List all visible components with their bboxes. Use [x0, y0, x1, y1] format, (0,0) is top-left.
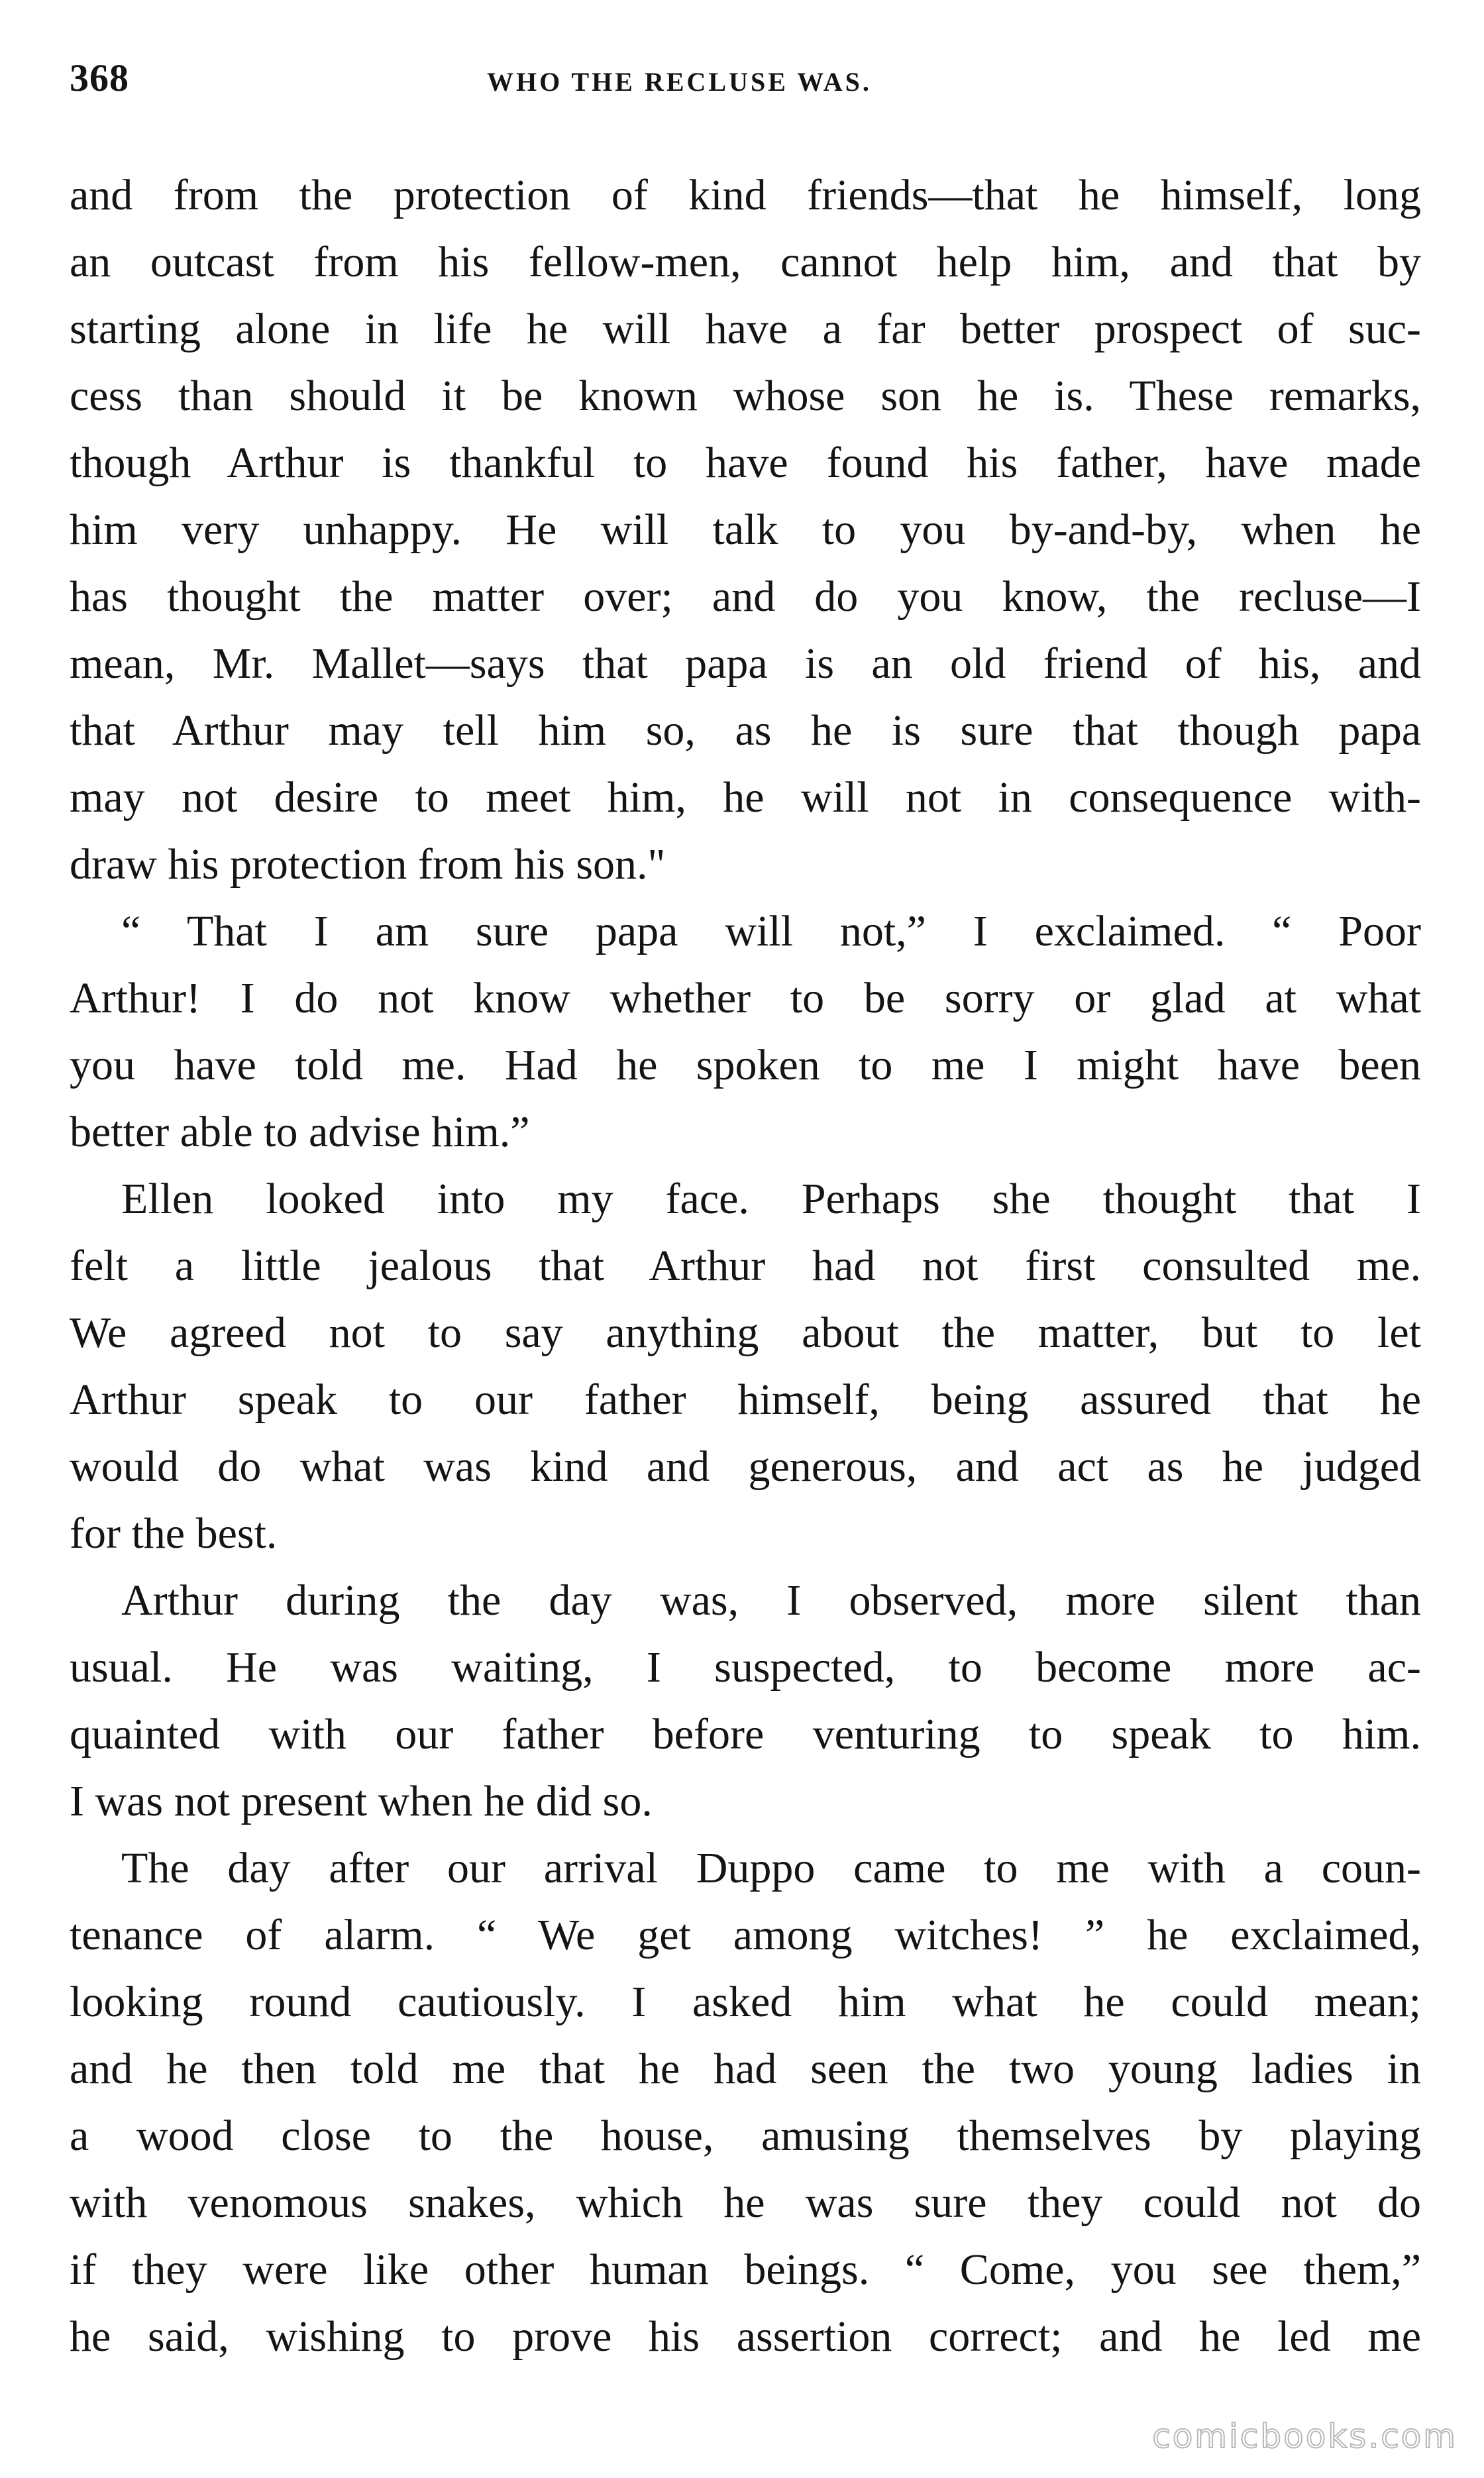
text-line: usual. He was waiting, I suspected, to become more ac- [70, 1643, 1421, 1692]
text-line: I was not present when he did so. [70, 1777, 653, 1825]
text-line: may not desire to meet him, he will not in consequence with- [70, 773, 1421, 822]
text-line: The day after our arrival Duppo came to me with a coun- [121, 1844, 1421, 1892]
text-line: for the best. [70, 1509, 278, 1558]
text-line: an outcast from his fellow-men, cannot help him, and that by [70, 238, 1421, 286]
text-line: if they were like other human beings. “ Come, you see them,” [70, 2245, 1421, 2294]
text-line: he said, wishing to prove his assertion correct; and he led me [70, 2312, 1421, 2361]
text-line: him very unhappy. He will talk to you by-and-by, when he [70, 506, 1421, 554]
running-title: WHO THE RECLUSE WAS. [487, 67, 872, 97]
text-line: quainted with our father before venturing to speak to him. [70, 1710, 1421, 1758]
text-line: draw his protection from his son." [70, 840, 666, 889]
running-head [70, 56, 1421, 109]
text-line: a wood close to the house, amusing themselves by playing [70, 2112, 1421, 2160]
text-line: Ellen looked into my face. Perhaps she thought that I [121, 1175, 1421, 1223]
text-line: and he then told me that he had seen the two young ladies in [70, 2045, 1421, 2093]
text-line: and from the protection of kind friends—that he himself, long [70, 171, 1421, 219]
text-line: would do what was kind and generous, and act as he judged [70, 1442, 1421, 1491]
text-line: you have told me. Had he spoken to me I might have been [70, 1041, 1421, 1089]
text-line: We agreed not to say anything about the matter, but to let [70, 1309, 1421, 1357]
body-text [70, 162, 1421, 2370]
text-line: better able to advise him.” [70, 1108, 530, 1156]
page-number: 368 [70, 56, 129, 99]
text-line: has thought the matter over; and do you know, the recluse—I [70, 572, 1421, 621]
text-line: Arthur during the day was, I observed, more silent than [121, 1576, 1421, 1625]
text-line: tenance of alarm. “ We get among witches! ” he exclaimed, [70, 1911, 1421, 1959]
text-line: “ That I am sure papa will not,” I exclaimed. “ Poor [121, 907, 1421, 955]
text-line: starting alone in life he will have a far better prospect of suc- [70, 305, 1421, 353]
text-line: cess than should it be known whose son he is. These remarks, [70, 372, 1421, 420]
text-line: though Arthur is thankful to have found his father, have made [70, 439, 1421, 487]
text-line: felt a little jealous that Arthur had not first consulted me. [70, 1242, 1421, 1290]
text-line: that Arthur may tell him so, as he is sure that though papa [70, 706, 1421, 755]
text-line: with venomous snakes, which he was sure they could not do [70, 2179, 1421, 2227]
text-line: Arthur speak to our father himself, being assured that he [70, 1375, 1421, 1424]
text-line: mean, Mr. Mallet—says that papa is an old friend of his, and [70, 639, 1421, 688]
text-line: looking round cautiously. I asked him what he could mean; [70, 1978, 1421, 2026]
watermark: comicbooks.com [1152, 2417, 1458, 2455]
text-line: Arthur! I do not know whether to be sorry or glad at what [70, 974, 1421, 1022]
